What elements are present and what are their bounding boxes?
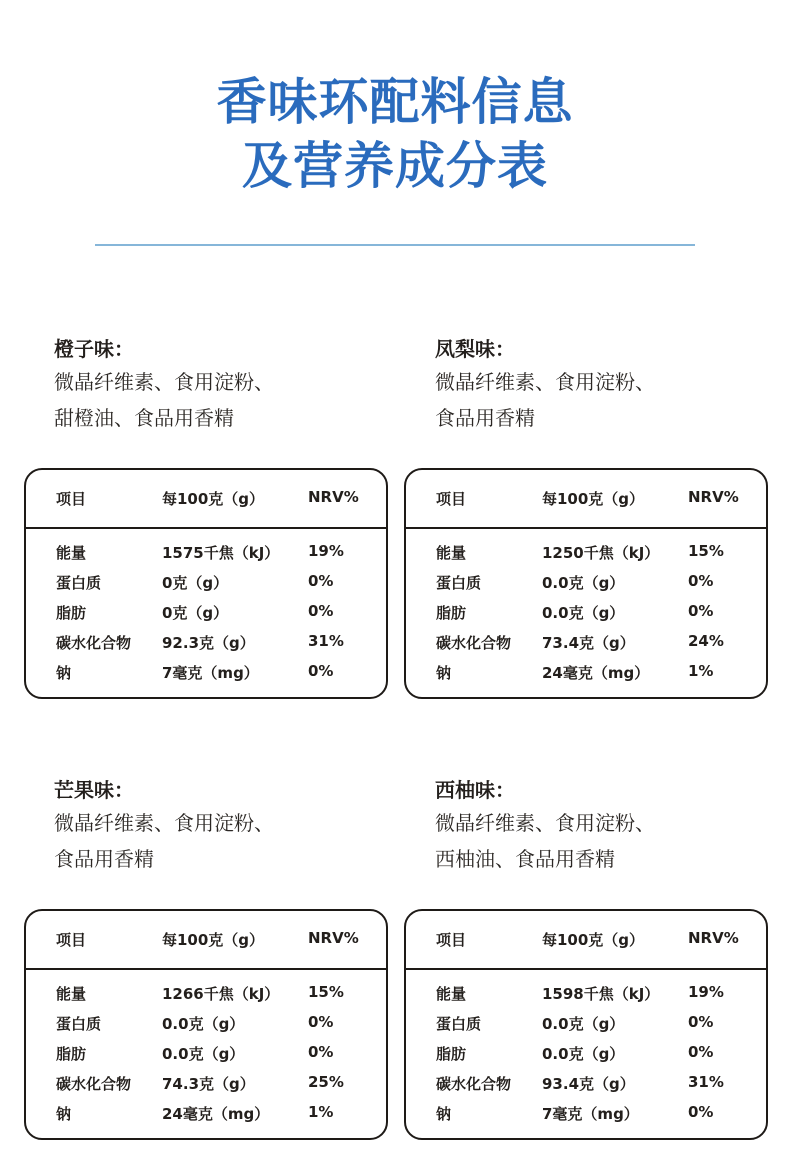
header-per-100g: 每100克（g） — [542, 490, 645, 508]
flavor-name: 凤梨味： — [435, 337, 515, 361]
nutrient-name: 碳水化合物 — [436, 634, 512, 652]
nutrient-name: 脂肪 — [56, 604, 87, 622]
header-per-100g: 每100克（g） — [542, 931, 645, 949]
header-item: 项目 — [436, 931, 467, 949]
table-row — [406, 979, 766, 1009]
ingredient-line: 微晶纤维素、食用淀粉、 — [435, 811, 655, 835]
nutrient-nrv: 31% — [308, 632, 344, 650]
table-row — [26, 628, 386, 658]
table-row — [406, 598, 766, 628]
nutrient-name: 蛋白质 — [436, 574, 482, 592]
nutrient-amount: 0克（g） — [162, 574, 229, 592]
flavor-name: 西柚味： — [435, 778, 515, 802]
ingredient-line: 微晶纤维素、食用淀粉、 — [54, 811, 274, 835]
nutrient-name: 脂肪 — [436, 604, 467, 622]
flavor-name: 芒果味： — [54, 778, 134, 802]
nutrient-amount: 7毫克（mg） — [542, 1105, 639, 1123]
nutrient-amount: 0.0克（g） — [162, 1015, 245, 1033]
flavor-block-pineapple — [435, 334, 775, 436]
nutrient-name: 碳水化合物 — [436, 1075, 512, 1093]
table-row — [26, 538, 386, 568]
nutrient-amount: 24毫克（mg） — [542, 664, 650, 682]
table-row — [26, 658, 386, 688]
header-nrv: NRV% — [688, 488, 739, 506]
nutrient-nrv: 0% — [308, 1013, 334, 1031]
table-row — [406, 1039, 766, 1069]
table-row — [406, 628, 766, 658]
nutrient-nrv: 0% — [688, 602, 714, 620]
ingredient-line: 食品用香精 — [435, 406, 535, 430]
nutrition-table-mango — [24, 909, 388, 1140]
nutrient-amount: 74.3克（g） — [162, 1075, 255, 1093]
table-row — [26, 598, 386, 628]
nutrient-name: 碳水化合物 — [56, 634, 132, 652]
nutrient-nrv: 25% — [308, 1073, 344, 1091]
nutrient-amount: 0.0克（g） — [542, 574, 625, 592]
table-header — [26, 470, 386, 529]
nutrition-table-orange — [24, 468, 388, 699]
table-row — [26, 1009, 386, 1039]
nutrient-name: 钠 — [436, 664, 452, 682]
nutrient-amount: 1250千焦（kJ） — [542, 544, 660, 562]
nutrient-nrv: 0% — [688, 1043, 714, 1061]
header-nrv: NRV% — [308, 488, 359, 506]
nutrient-name: 能量 — [56, 544, 87, 562]
nutrient-amount: 24毫克（mg） — [162, 1105, 270, 1123]
header-nrv: NRV% — [308, 929, 359, 947]
nutrient-name: 能量 — [436, 985, 467, 1003]
table-row — [406, 1069, 766, 1099]
nutrient-nrv: 0% — [308, 572, 334, 590]
nutrient-amount: 1266千焦（kJ） — [162, 985, 280, 1003]
header-nrv: NRV% — [688, 929, 739, 947]
nutrient-amount: 0.0克（g） — [542, 1015, 625, 1033]
table-row — [26, 1039, 386, 1069]
nutrient-amount: 0.0克（g） — [162, 1045, 245, 1063]
nutrient-amount: 93.4克（g） — [542, 1075, 635, 1093]
nutrition-table-pineapple — [404, 468, 768, 699]
nutrient-amount: 0.0克（g） — [542, 1045, 625, 1063]
nutrient-name: 碳水化合物 — [56, 1075, 132, 1093]
nutrient-nrv: 1% — [688, 662, 714, 680]
nutrient-nrv: 31% — [688, 1073, 724, 1091]
header-item: 项目 — [56, 490, 87, 508]
flavor-name: 橙子味： — [54, 337, 134, 361]
nutrient-amount: 73.4克（g） — [542, 634, 635, 652]
table-header — [406, 911, 766, 970]
nutrient-name: 蛋白质 — [56, 574, 102, 592]
table-row — [406, 538, 766, 568]
table-row — [406, 568, 766, 598]
nutrient-nrv: 24% — [688, 632, 724, 650]
header-per-100g: 每100克（g） — [162, 490, 265, 508]
nutrient-amount: 1575千焦（kJ） — [162, 544, 280, 562]
table-row — [406, 1099, 766, 1129]
flavor-block-mango — [54, 775, 394, 877]
nutrient-nrv: 0% — [688, 1103, 714, 1121]
ingredient-line: 微晶纤维素、食用淀粉、 — [435, 370, 655, 394]
page-title-line-1: 香味环配料信息 — [216, 73, 574, 131]
nutrient-name: 脂肪 — [436, 1045, 467, 1063]
nutrient-nrv: 0% — [688, 1013, 714, 1031]
header-per-100g: 每100克（g） — [162, 931, 265, 949]
table-row — [26, 1069, 386, 1099]
table-row — [406, 658, 766, 688]
table-row — [26, 568, 386, 598]
ingredient-line: 西柚油、食品用香精 — [435, 847, 615, 871]
nutrient-nrv: 19% — [308, 542, 344, 560]
nutrient-nrv: 15% — [688, 542, 724, 560]
nutrient-amount: 92.3克（g） — [162, 634, 255, 652]
ingredient-line: 食品用香精 — [54, 847, 154, 871]
header-item: 项目 — [56, 931, 87, 949]
nutrient-nrv: 15% — [308, 983, 344, 1001]
nutrient-amount: 0克（g） — [162, 604, 229, 622]
nutrient-name: 能量 — [56, 985, 87, 1003]
nutrient-nrv: 0% — [688, 572, 714, 590]
nutrient-name: 钠 — [56, 664, 72, 682]
nutrient-name: 能量 — [436, 544, 467, 562]
nutrient-nrv: 0% — [308, 602, 334, 620]
table-row — [26, 979, 386, 1009]
ingredient-line: 微晶纤维素、食用淀粉、 — [54, 370, 274, 394]
flavor-block-orange — [54, 334, 394, 436]
header-item: 项目 — [436, 490, 467, 508]
nutrient-name: 蛋白质 — [436, 1015, 482, 1033]
table-header — [26, 911, 386, 970]
nutrient-amount: 1598千焦（kJ） — [542, 985, 660, 1003]
nutrition-table-grapefruit — [404, 909, 768, 1140]
nutrient-name: 蛋白质 — [56, 1015, 102, 1033]
nutrient-amount: 7毫克（mg） — [162, 664, 259, 682]
nutrient-nrv: 1% — [308, 1103, 334, 1121]
table-header — [406, 470, 766, 529]
nutrient-amount: 0.0克（g） — [542, 604, 625, 622]
flavor-block-grapefruit — [435, 775, 775, 877]
nutrient-name: 脂肪 — [56, 1045, 87, 1063]
page-title-line-2: 及营养成分表 — [242, 137, 548, 195]
table-row — [26, 1099, 386, 1129]
table-row — [406, 1009, 766, 1039]
ingredient-line: 甜橙油、食品用香精 — [54, 406, 234, 430]
nutrient-nrv: 0% — [308, 1043, 334, 1061]
title-divider — [95, 244, 695, 246]
page-title — [0, 70, 790, 198]
nutrient-nrv: 0% — [308, 662, 334, 680]
nutrient-nrv: 19% — [688, 983, 724, 1001]
nutrient-name: 钠 — [436, 1105, 452, 1123]
nutrient-name: 钠 — [56, 1105, 72, 1123]
